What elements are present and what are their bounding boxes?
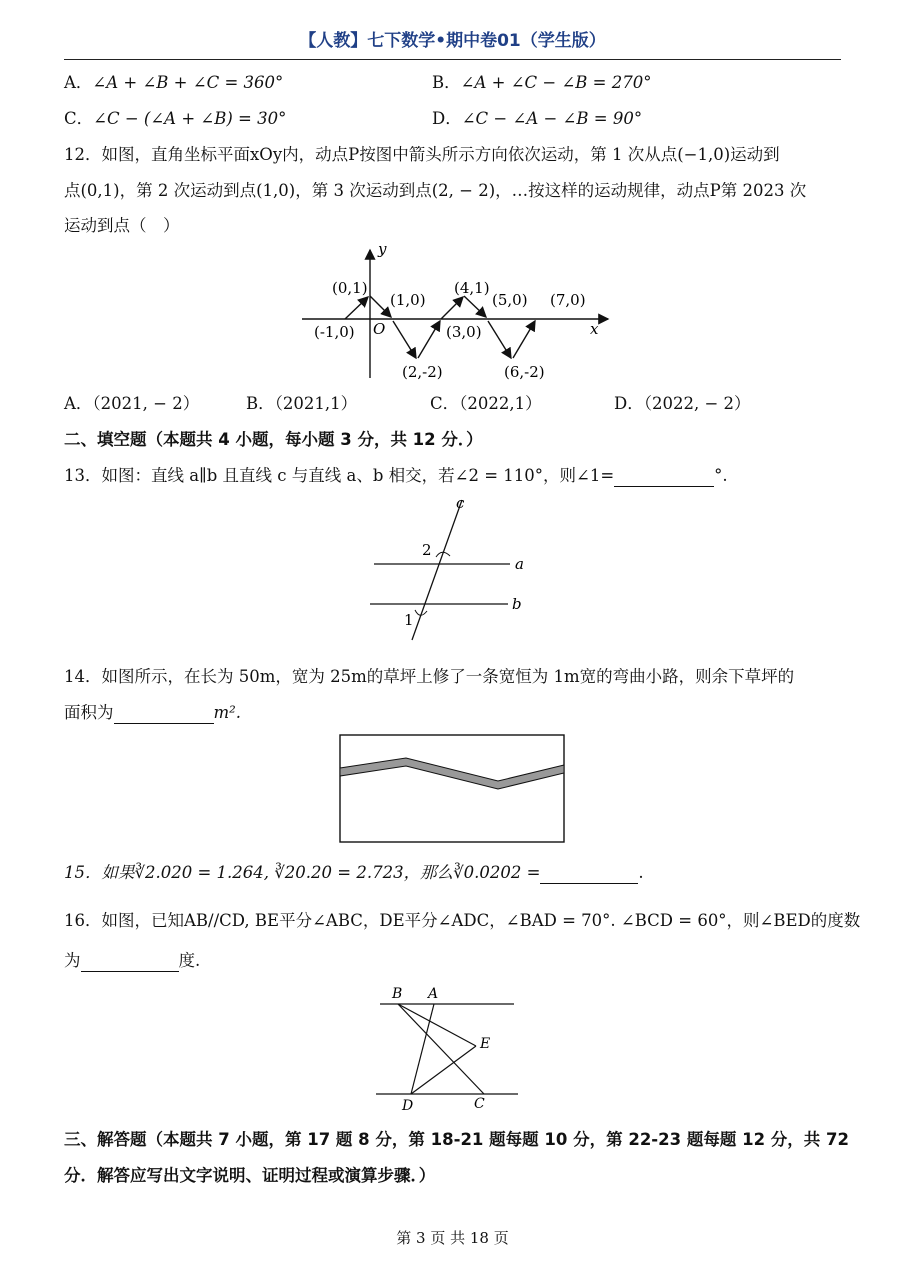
- q14-line-1: 14．如图所示，在长为 50m，宽为 25m的草坪上修了一条宽恒为 1m宽的弯曲小路，则余下草坪的: [64, 667, 795, 686]
- q11-option-b: B．∠A + ∠C − ∠B = 270°: [432, 73, 652, 92]
- q16-geometry-figure: [368, 982, 528, 1114]
- label-3-0: (3,0): [446, 323, 482, 341]
- x-axis-label: x: [590, 320, 599, 338]
- q12-option-c: C．（2022,1）: [430, 394, 542, 413]
- q11-option-d: D．∠C − ∠A − ∠B = 90°: [432, 109, 643, 128]
- section-2-title: 二、填空题（本题共 4 小题，每小题 3 分，共 12 分．）: [64, 430, 483, 449]
- q12-line-3: 运动到点（ ）: [64, 216, 180, 235]
- q12-line-1: 12．如图，直角坐标平面xOy内，动点P按图中箭头所示方向依次运动，第 1 次从点(−1,0)运动到: [64, 145, 780, 164]
- label-a: a: [515, 555, 524, 573]
- q12-line-2: 点(0,1)，第 2 次运动到点(1,0)，第 3 次运动到点(2, − 2)，…按这样的运动规律，动点P第 2023 次: [64, 181, 807, 200]
- origin-label: O: [373, 320, 386, 338]
- label-0-1: (0,1): [332, 279, 368, 297]
- q12-coordinate-figure: [290, 240, 620, 385]
- q11-option-a: A．∠A + ∠B + ∠C = 360°: [64, 73, 284, 92]
- label-B: B: [392, 986, 403, 1002]
- label-C: C: [474, 1096, 485, 1112]
- label-A: A: [428, 986, 439, 1002]
- q13-parallel-lines-figure: [360, 494, 540, 644]
- label-b: b: [512, 595, 522, 613]
- section-3-line-2: 分．解答应写出文字说明、证明过程或演算步骤．）: [64, 1166, 436, 1185]
- label-7-0: (7,0): [550, 291, 586, 309]
- q13-answer-blank[interactable]: [614, 466, 714, 487]
- q16-answer-blank[interactable]: [81, 951, 179, 972]
- q15-answer-blank[interactable]: [540, 863, 638, 884]
- page-header: 【人教】七下数学•期中卷01（学生版）: [299, 31, 606, 51]
- q16-line-2: 为 度.: [64, 951, 201, 970]
- section-3-line-1: 三、解答题（本题共 7 小题，第 17 题 8 分，第 18-21 题每题 10 分，第 22-23 题每题 12 分，共 72: [64, 1130, 850, 1149]
- q16-line-1: 16．如图，已知AB//CD, BE平分∠ABC，DE平分∠ADC，∠BAD = 70°. ∠BCD = 60°，则∠BED的度数: [64, 911, 861, 930]
- q14-lawn-figure: [338, 733, 566, 845]
- label-c: c: [456, 494, 465, 512]
- label-1-0: (1,0): [390, 291, 426, 309]
- label-6-neg2: (6,-2): [504, 363, 545, 381]
- label-E: E: [480, 1036, 491, 1052]
- label-angle-2: 2: [422, 541, 432, 559]
- q12-option-b: B．（2021,1）: [246, 394, 358, 413]
- y-axis-label: y: [378, 240, 387, 258]
- label-4-1: (4,1): [454, 279, 490, 297]
- q11-option-c: C．∠C − (∠A + ∠B) = 30°: [64, 109, 287, 128]
- segments: [398, 1004, 484, 1094]
- label-neg1-0: (-1,0): [314, 323, 355, 341]
- q14-answer-blank[interactable]: [114, 703, 214, 724]
- label-5-0: (5,0): [492, 291, 528, 309]
- q12-option-d: D．（2022, − 2）: [614, 394, 751, 413]
- q12-option-a: A．（2021, − 2）: [64, 394, 200, 413]
- label-D: D: [402, 1098, 414, 1114]
- label-angle-1: 1: [404, 611, 414, 629]
- q15-text: 15．如果∛2.020 = 1.264, ∛20.20 = 2.723，那么∛0.0202 = .: [64, 863, 644, 882]
- lawn-rectangle: [340, 735, 564, 842]
- header-rule: [64, 59, 841, 60]
- line-c: [412, 500, 462, 640]
- page-footer: 第 3 页 共 18 页: [396, 1229, 509, 1247]
- q14-line-2: 面积为 m².: [64, 703, 242, 722]
- q13-text: 13．如图：直线 a∥b 且直线 c 与直线 a、b 相交，若∠2 = 110°，则∠1= °.: [64, 466, 728, 485]
- label-2-neg2: (2,-2): [402, 363, 443, 381]
